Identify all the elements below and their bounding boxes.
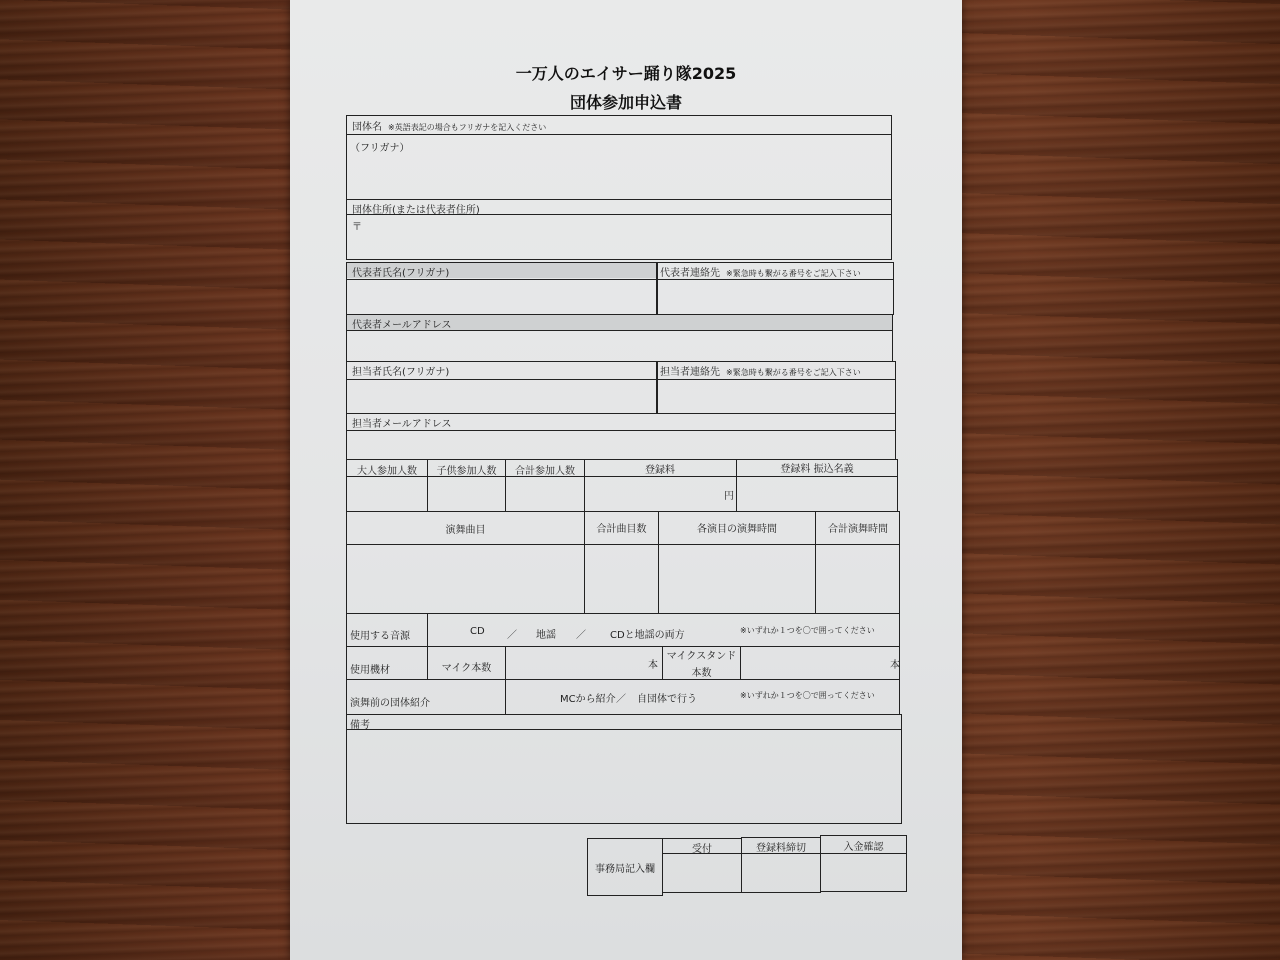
group-name-field[interactable] xyxy=(346,134,892,200)
received-label: 受付 xyxy=(692,844,712,855)
equipment-label: 使用機材 xyxy=(350,665,390,676)
col-divider xyxy=(740,646,741,680)
songs-field[interactable] xyxy=(348,546,583,612)
rep-contact-label: 代表者連絡先 ※緊急時も繋がる番号をご記入下さい xyxy=(660,268,861,279)
total-time-label: 合計演舞時間 xyxy=(828,524,888,535)
performance-divider xyxy=(346,544,900,545)
intro-label: 演舞前の団体紹介 xyxy=(350,698,430,709)
address-label: 団体住所(または代表者住所) xyxy=(352,205,480,216)
col-divider xyxy=(505,679,506,715)
children-field[interactable] xyxy=(429,478,504,510)
address-field[interactable] xyxy=(346,214,892,260)
mic-stand-field[interactable] xyxy=(742,648,882,678)
postal-mark: 〒 xyxy=(352,222,362,233)
rep-contact-field[interactable] xyxy=(656,279,894,315)
fee-label: 登録料 xyxy=(645,465,675,476)
rep-name-field[interactable] xyxy=(346,279,658,315)
received-field[interactable] xyxy=(662,853,742,893)
total-songs-label: 合計曲目数 xyxy=(596,524,647,535)
remarks-field[interactable] xyxy=(346,729,902,824)
adults-field[interactable] xyxy=(348,478,426,510)
total-participants-field[interactable] xyxy=(507,478,583,510)
intro-separator: ／ xyxy=(616,694,626,705)
total-participants-label: 合計参加人数 xyxy=(515,466,575,477)
remarks-label: 備考 xyxy=(350,720,370,731)
fee-deadline-label: 登録料締切 xyxy=(756,843,806,854)
col-divider xyxy=(505,646,506,680)
furigana-label: （フリガナ） xyxy=(350,143,410,154)
mic-count-field[interactable] xyxy=(507,648,647,678)
intro-option-mc[interactable]: MCから紹介 xyxy=(560,694,616,705)
staff-name-field[interactable] xyxy=(346,379,658,414)
rep-email-label: 代表者メールアドレス xyxy=(352,320,452,331)
rep-email-field[interactable] xyxy=(346,330,893,362)
col-divider xyxy=(427,613,428,647)
payment-check-field[interactable] xyxy=(820,853,907,892)
sound-source-label: 使用する音源 xyxy=(350,631,410,642)
staff-name-label: 担当者氏名(フリガナ) xyxy=(352,367,450,378)
mic-count-label: マイク本数 xyxy=(441,663,492,674)
office-label: 事務局記入欄 xyxy=(595,864,655,875)
songs-label: 演舞曲目 xyxy=(445,525,486,536)
mic-unit: 本 xyxy=(648,660,658,671)
sound-option-both[interactable]: CDと地謡の両方 xyxy=(610,630,685,641)
staff-contact-field[interactable] xyxy=(656,379,896,414)
mic-stand-label-line1: マイクスタンド xyxy=(666,651,737,662)
sound-option-cd[interactable]: CD xyxy=(470,626,485,637)
group-name-label: 団体名 ※英語表記の場合もフリガナを記入ください xyxy=(352,122,547,133)
staff-email-label: 担当者メールアドレス xyxy=(352,419,452,430)
payment-check-label: 入金確認 xyxy=(843,842,884,853)
children-label: 子供参加人数 xyxy=(436,466,497,477)
total-time-field[interactable] xyxy=(817,546,899,612)
staff-email-field[interactable] xyxy=(346,430,896,460)
sound-separator: ／ xyxy=(507,630,517,641)
form-title: 一万人のエイサー踊り隊2025 xyxy=(515,64,737,83)
fee-name-field[interactable] xyxy=(738,478,896,510)
sound-option-jikata[interactable]: 地謡 xyxy=(536,630,556,641)
sound-note: ※いずれか１つを〇で囲ってください xyxy=(740,626,875,635)
application-form-paper xyxy=(290,0,962,960)
mic-stand-unit: 本 xyxy=(890,660,900,671)
fee-name-label: 登録料 振込名義 xyxy=(780,464,854,475)
staff-contact-label: 担当者連絡先 ※緊急時も繋がる番号をご記入下さい xyxy=(660,367,861,378)
each-time-label: 各演目の演舞時間 xyxy=(697,524,777,535)
yen-unit: 円 xyxy=(724,491,734,502)
intro-note: ※いずれか１つを〇で囲ってください xyxy=(740,691,875,700)
intro-option-self[interactable]: 自団体で行う xyxy=(637,694,697,705)
form-subtitle: 団体参加申込書 xyxy=(569,93,682,112)
adults-label: 大人参加人数 xyxy=(357,466,417,477)
remarks-header xyxy=(346,714,902,730)
fee-deadline-field[interactable] xyxy=(741,853,821,893)
each-time-field[interactable] xyxy=(660,546,814,612)
rep-name-label: 代表者氏名(フリガナ) xyxy=(352,268,450,279)
fee-field[interactable] xyxy=(586,478,721,510)
sound-separator: ／ xyxy=(576,630,586,641)
total-songs-field[interactable] xyxy=(586,546,657,612)
mic-stand-label-line2: 本数 xyxy=(691,668,712,679)
